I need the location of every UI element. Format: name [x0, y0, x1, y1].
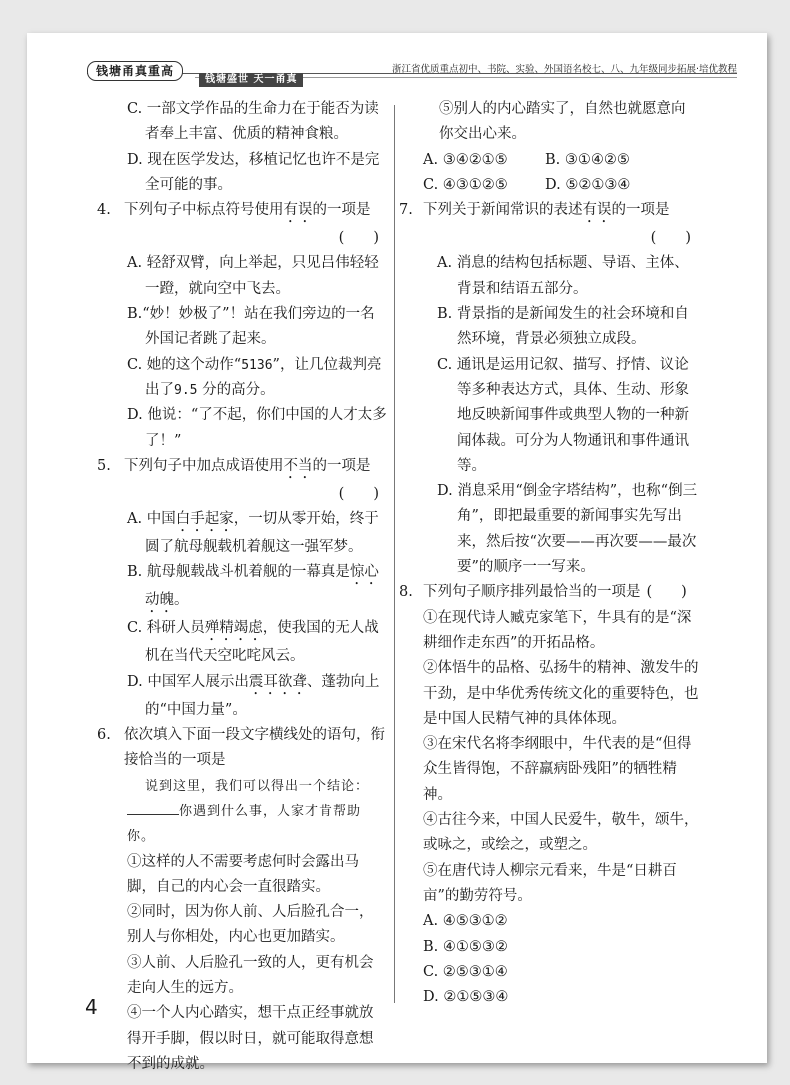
- q4-option-c: [87, 353, 387, 404]
- q4-option-a: A. 轻舒双臂，向上举起，只见吕伟轻轻一蹬，就向空中飞去。: [127, 255, 379, 297]
- dotted-idiom: 惊心动魄: [145, 564, 379, 609]
- question-number: 6.: [97, 727, 111, 744]
- q8-option-d: D. ②①⑤③④: [423, 989, 509, 1006]
- option-text: ，使我国的无人战机在当代天空叱咤风云。: [145, 620, 379, 665]
- q6-option-d: D. ⑤②①③④: [545, 176, 631, 193]
- page-header: [27, 33, 767, 93]
- passage-line-2: [87, 799, 387, 850]
- option-number: 5136: [241, 357, 273, 373]
- emphasis-text: 有误: [283, 202, 313, 219]
- option-text: D. 中国军人展示出: [127, 673, 249, 690]
- question-6: [87, 723, 387, 774]
- page-sheet: [27, 33, 767, 1072]
- question-stem: 下列句子顺序排列最恰当的一项是: [423, 584, 641, 601]
- q5-option-b: [87, 560, 387, 616]
- q6-item-5: ⑤别人的内心踏实了，自然也就愿意向你交出心来。: [439, 101, 686, 143]
- q4-option-b: B.“妙！妙极了”！站在我们旁边的一名外国记者跳了起来。: [127, 306, 375, 348]
- question-stem-end: 的一项是: [312, 457, 371, 474]
- q8-item-4: ④古往今来，中国人民爱牛，敬牛，颂牛，或咏之，或绘之，或塑之。: [423, 812, 699, 854]
- question-stem: 下列句子中加点成语使用: [124, 457, 284, 474]
- q7-option-c: C. 通讯是运用记叙、描写、抒情、议论等多种表达方式，具体、生动、形象地反映新闻事件或典型人物的一种新闻体裁。可分为人物通讯和事件通讯等。: [437, 356, 689, 474]
- q8-item-5: ⑤在唐代诗人柳宗元看来，牛是“日耕百亩”的勤劳符号。: [423, 862, 677, 904]
- question-stem-end: 的一项是: [611, 202, 670, 219]
- question-stem-end: 的一项是: [312, 202, 371, 219]
- q5-option-d: [87, 670, 387, 723]
- q6-item-2: ②同时，因为你人前、人后脸孔合一，别人与你相处，内心也更加踏实。: [127, 904, 374, 946]
- q6-options: [399, 148, 699, 199]
- question-4: [87, 198, 387, 226]
- emphasis-text: 有误: [582, 202, 612, 219]
- question-stem: 下列句子中标点符号使用: [124, 202, 284, 219]
- option-text: A. 中国: [127, 511, 176, 528]
- answer-bracket: ( ): [338, 230, 379, 247]
- page-number: 4: [85, 995, 98, 1019]
- q6-item-4: ④一个人内心踏实，想干点正经事就放得开手脚，假以时日，就可能取得意想不到的成就。: [127, 1005, 374, 1072]
- q8-item-2: ②体悟牛的品格、弘扬牛的精神、激发牛的干劲，是中华优秀传统文化的重要特色，也是中国人民精气神的具体体现。: [423, 660, 699, 727]
- option-text: 。: [174, 592, 189, 609]
- q3-option-c: C. 一部文学作品的生命力在于能否为读者奉上丰富、优质的精神食粮。: [127, 101, 379, 143]
- q6-option-b: B. ③①④②⑤: [545, 151, 630, 168]
- passage-text: 你遇到什么事，人家才肯帮助你。: [127, 803, 362, 845]
- option-text: B. 航母舰载战斗机着舰的一幕真是: [127, 564, 350, 581]
- question-5: [87, 454, 387, 482]
- option-text: C. 她的这个动作“: [127, 356, 242, 373]
- q3-option-d: D. 现在医学发达，移植记忆也许不是完全可能的事。: [127, 151, 380, 193]
- question-number: 4.: [97, 202, 111, 219]
- q8-option-b: B. ④①⑤③②: [423, 938, 508, 955]
- q5-option-c: [87, 616, 387, 669]
- option-text: ，一切从零开始，终于圆了航母舰载机着舰这一强军梦。: [145, 511, 379, 556]
- q7-option-b: B. 背景指的是新闻发生的社会环境和自然环境，背景必须独立成段。: [437, 306, 689, 348]
- q8-option-c: C. ②⑤③①④: [423, 963, 508, 980]
- question-number: 7.: [399, 202, 413, 219]
- column-divider: [394, 105, 395, 1003]
- q6-item-1: ①这样的人不需要考虑何时会露出马脚，自己的内心会一直很踏实。: [127, 853, 359, 895]
- question-number: 8.: [399, 584, 413, 601]
- q7-option-a: A. 消息的结构包括标题、导语、主体、背景和结语五部分。: [437, 255, 689, 297]
- left-column: [87, 97, 387, 1077]
- question-stem: 依次填入下面一段文字横线处的语句，衔接恰当的一项是: [124, 727, 385, 769]
- passage-line-1: 说到这里，我们可以得出一个结论：: [145, 778, 370, 794]
- option-text: ”，让几位裁判亮出了: [145, 356, 382, 398]
- dotted-idiom: 白手起家: [175, 511, 234, 528]
- question-number: 5.: [97, 457, 111, 474]
- answer-bracket: ( ): [646, 584, 687, 601]
- q6-item-3: ③人前、人后脸孔一致的人，更有机会走向人生的远方。: [127, 954, 374, 997]
- header-title: 浙江省优质重点初中、书院、实验、外国语名校七、八、九年级同步拓展·培优教程: [391, 64, 737, 75]
- question-7: [399, 198, 699, 226]
- q7-option-d: D. 消息采用“倒金字塔结构”，也称“倒三角”，即把最重要的新闻事实先写出来，然后按“次要——再次要——最次要”的顺序一一写来。: [437, 483, 698, 576]
- option-text: 分的高分。: [197, 381, 275, 398]
- q8-option-a: A. ④⑤③①②: [423, 913, 508, 930]
- right-column: [399, 97, 699, 1010]
- q4-option-d: D. 他说：“了不起，你们中国的人才太多了！”: [127, 407, 387, 449]
- series-subtitle: 钱塘盛世 天一甬真: [199, 73, 303, 87]
- dotted-idiom: 震耳欲聋: [248, 673, 307, 690]
- q8-item-1: ①在现代诗人臧克家笔下，牛具有的是“深耕细作走东西”的开拓品格。: [423, 609, 692, 651]
- emphasis-text: 不当: [283, 457, 313, 474]
- question-stem: 下列关于新闻常识的表述: [423, 202, 583, 219]
- q6-option-c: C. ④③①②⑤: [423, 176, 508, 193]
- q5-option-a: [87, 507, 387, 560]
- answer-bracket: ( ): [338, 485, 379, 502]
- answer-bracket: ( ): [650, 230, 691, 247]
- option-number: 9.5: [174, 382, 198, 398]
- dotted-idiom: 殚精竭虑: [204, 620, 263, 637]
- q6-option-a: A. ③④②①⑤: [423, 151, 508, 168]
- question-8: [399, 580, 699, 605]
- option-text: 、蓬勃向上的“中国力量”。: [145, 673, 380, 718]
- fill-blank: [127, 814, 179, 815]
- option-text: C. 科研人员: [127, 620, 205, 637]
- series-logo: 钱塘甬真重高: [87, 61, 183, 81]
- q8-item-3: ③在宋代名将李纲眼中，牛代表的是“但得众生皆得饱，不辞羸病卧残阳”的牺牲精神。: [423, 736, 692, 803]
